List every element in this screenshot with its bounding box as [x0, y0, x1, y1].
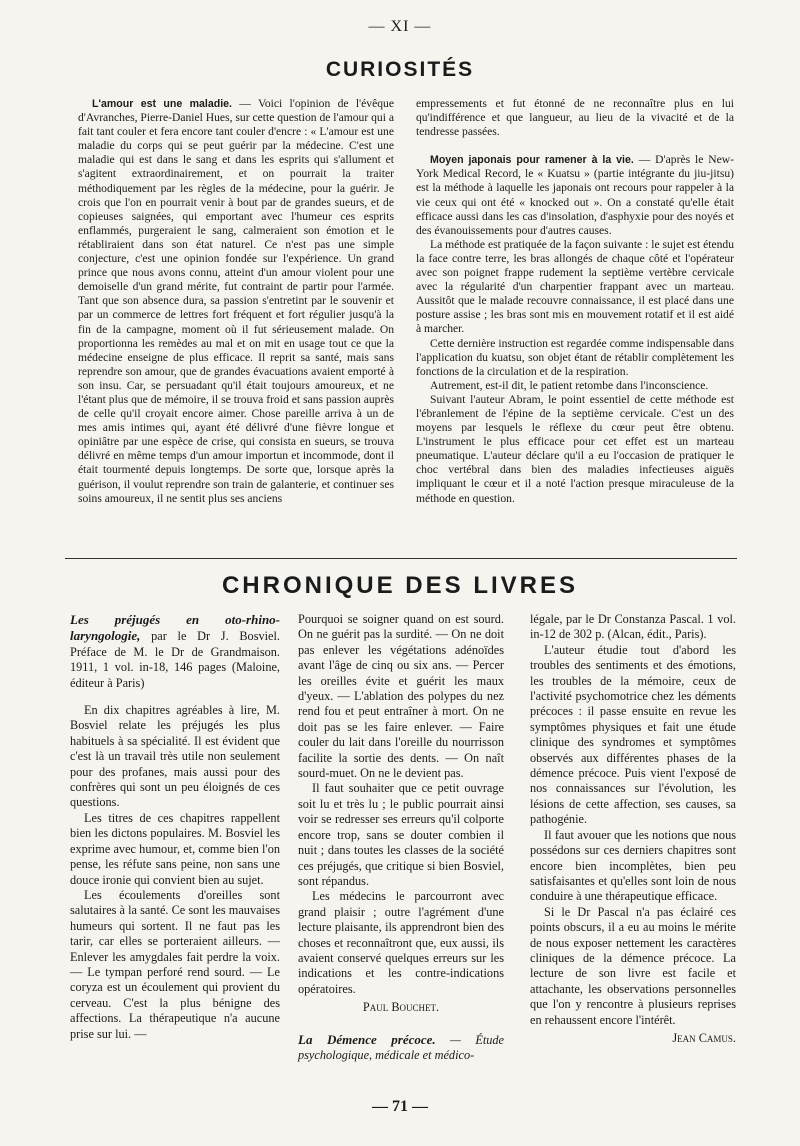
- book-reference: [70, 612, 280, 691]
- spacer: [70, 691, 280, 703]
- paragraph: Suivant l'auteur Abram, le point essentiel de cette méthode est l'ébranlement de l'épine de la septième cervicale. C'est un des moyens par lesquels le réflexe du cœur peut être obtenu. L'instrument le plus efficace pour cet effet est un marteau pneumatique. L'auteur déclare qu'il a eu l'occasion de pratiquer le choc vertébral dans bien des maladies infectieuses aiguës impliquant le cœur et il a noté l'action presque miraculeuse de la méthode en question.: [416, 392, 734, 505]
- paragraph: La méthode est pratiquée de la façon suivante : le sujet est étendu la face contre terre, les bras allongés de chaque côté et l'opérateur avec son poignet frappe rudement la septième vertèbre cervicale avec la régularité d'un charpentier frappant avec un marteau. Aussitôt que le malade recouvre connaissance, il est placé dans une posture assise ; les bras sont mis en mouvement rotatif et il est aidé à marcher.: [416, 237, 734, 336]
- book-ref-continued: légale, par le Dr Constanza Pascal. 1 vol. in-12 de 302 p. (Alcan, édit., Paris).: [530, 612, 736, 642]
- paragraph: Pourquoi se soigner quand on est sourd. On ne guérit pas la surdité. — On ne doit pas enlever les végétations adénoïdes avant l'âge de cinq ou six ans. — Percer les oreilles évite et guérit les maux d'yeux. — L'ablation des polypes du nez rend fou et peut entraîner à mort. On ne doit pas se les faire enlever. — Faire couler du lait dans l'oreille du nourrisson facilite la sortie des dents. — On naît sourd-muet. On ne le devient pas.: [298, 612, 504, 781]
- paragraph: Autrement, est-il dit, le patient retombe dans l'inconscience.: [430, 378, 709, 392]
- chronique-column-middle: [298, 612, 504, 1063]
- signature-bouchet: Paul Bouchet.: [362, 1000, 440, 1015]
- curiosites-column-left: [78, 97, 394, 506]
- paragraph: Il faut souhaiter que ce petit ouvrage soit lu et très lu ; le public pourrait ainsi voir se redresser ses erreurs qu'il colporte encore trop, sans se douter combien il nuit ; dans toutes les classes de la société ces préjugés, que critique si bien Bosviel, sont répandus.: [298, 781, 504, 888]
- article-amour: [78, 97, 394, 506]
- section-title-chronique: CHRONIQUE DES LIVRES: [221, 572, 579, 599]
- book-ref: — Étude psychologique, médicale et médico-: [298, 1032, 504, 1062]
- section-divider: [65, 558, 737, 559]
- paragraph: Les médecins le parcourront avec grand plaisir ; outre l'agrément d'une lecture plaisante, ils apprendront bien des choses et reconnaîtront que, eux aussi, ils avaient conservé quelques erreurs sur les indications et les contre-indications opératoires.: [298, 889, 504, 996]
- article-lead: Moyen japonais pour ramener à la vie.: [430, 154, 634, 167]
- paragraph: Cette dernière instruction est regardée comme indispensable dans l'application du kuatsu, son objet étant de rétablir complètement les fonctions de la circulation et de la respiration.: [416, 336, 734, 378]
- curiosites-column-right: [416, 97, 734, 506]
- book-reference: [298, 1032, 504, 1064]
- paragraph: Si le Dr Pascal n'a pas éclairé ces points obscurs, il a eu au moins le mérite de nous exposer nettement les caractères cliniques de la démence précoce. La lecture de son livre est facile et attachante, les observations personnelles que l'on y rencontre à plusieurs reprises en rehaussent encore l'intérêt.: [530, 904, 736, 1027]
- book-title: Les préjugés en oto-rhino-laryngologie,: [70, 612, 280, 644]
- page-number: — 71 —: [372, 1098, 428, 1115]
- chronique-column-left: [70, 612, 280, 1042]
- chronique-column-right: [530, 612, 736, 1046]
- page-header-roman: — XI —: [368, 18, 432, 35]
- paragraph: Les écoulements d'oreilles sont salutaires à la santé. Ce sont les mauvaises humeurs qui sortent. Il ne faut pas les tarir, car elles se porteraient ailleurs. — Enlever les amygdales fait perdre la voix. — Le tympan perforé rend sourd. — Le coryza est un écoulement qui provient du cerveau. C'est la plus bénigne des affections. La thérapeutique n'a aucune prise sur lui. —: [70, 887, 280, 1041]
- paragraph: En dix chapitres agréables à lire, M. Bosviel relate les préjugés les plus habituels à sa spécialité. Il est évident que c'est là un travail très utile non seulement pour des profanes, mais aussi pour des confrères qui sont un peu éloignés de ces questions.: [70, 703, 280, 810]
- article-text: — Voici l'opinion de l'évêque d'Avranches, Pierre-Daniel Hues, sur cette question de l'amour qui a fait tant couler et fera encore tant couler d'encre : « L'amour est une maladie du corps qui se peut guérir par la médecine. C'est une maladie qui est dans le sang et dans les esprits qui s'allument et s'agitent extraordinairement, et on pourrait la traiter méthodiquement par les règles de la médecine, pour la guérir. Je crois que l'on en pourrait venir à bout par de grandes sueurs, et de copieuses saignées, qui emportant avec l'humeur ces esprits enflammés, purgeraient le sang, calmeraient son émotion et le rétabliraient dans son état naturel. Ce n'est pas une simple conjecture, c'est une opinion fondée sur l'expérience. Un grand prince que nous avons connu, atteint d'un amour violent pour une demoiselle d'un grand mérite, fut contraint de partir pour l'armée. Tant que son absence dura, sa passion s'entretint par le souvenir et par un commerce de lettres fort fréquent et fort régulier jusqu'à la fin de la campagne, moment où il fut sérieusement malade. On proportionna les remèdes au mal et on mit en usage tout ce que la médecine enseigne de plus efficace. Il reprit sa santé, mais sans reprendre son amour, que de grandes évacuations avaient emporté à son insu. Car, se persuadant qu'il était toujours amoureux, et ne l'étant plus que de mémoire, il se trouva froid et sans passion auprès de celle qu'il croyait encore aimer. Chose pareille arriva à un de mes amis intimes qui, ayant été délivré d'une fièvre longue et opiniâtre par une espèce de crise, qui consista en sueurs, se trouva délivré en même temps d'un amour importun et incommode, dont il était tourmenté depuis longtemps. De sorte que, lorsque après la guérison, il voulut reprendre son train de galanterie, et continuer ses soins amoureux, il ne sentit plus ses anciens: [78, 97, 394, 505]
- book-title: La Démence précoce.: [298, 1031, 436, 1047]
- paragraph: L'auteur étudie tout d'abord les troubles des sentiments et des émotions, les troubles de la mémoire, ceux de l'activité psychomotrice chez les déments précoces : il passe ensuite en revue les symptômes physiques et fait une étude clinique des syndromes et symptômes observés aux différentes phases de la démence précoce. Puis vient l'exposé de nos connaissances sur l'évolution, les lésions de cette affection, ses causes, sa pathogénie.: [530, 642, 736, 827]
- paragraph: Il faut avouer que les notions que nous possédons sur ces derniers chapitres sont encore bien incomplètes, bien peu satisfaisantes et qu'elles sont loin de nous conduire à une thérapeutique efficace.: [530, 827, 736, 904]
- signature-camus: Jean Camus.: [672, 1030, 736, 1045]
- article-japonais: [416, 153, 734, 238]
- paragraph: Les titres de ces chapitres rappellent bien les dictons populaires. M. Bosviel les exprime avec humour, et, comme bien l'on pense, les réfute sans peine, non sans une douce ironie qui convient bien au sujet.: [70, 810, 280, 887]
- article-text: — D'après le New-York Medical Record, le « Kuatsu » (partie intégrante du jiu-jitsu) est la méthode à laquelle les japonais ont recours pour rappeler à la vie ceux qui ont été « knocked out ». On a constaté qu'elle était efficace aussi dans les cas d'insolation, d'asphyxie pour des noyés et des évanouissements pour d'autres causes.: [416, 153, 734, 237]
- section-title-curiosites: CURIOSITÉS: [325, 58, 475, 81]
- article-amour-continued: empressements et fut étonné de ne reconnaître plus en lui qu'indifférence et que langueur, au lieu de la vivacité et de la tendresse passées.: [416, 97, 734, 139]
- book-ref: par le Dr J. Bosviel. Préface de M. le Dr de Grandmaison. 1911, 1 vol. in-18, 146 pages (Maloine, éditeur à Paris): [70, 629, 280, 690]
- article-lead: L'amour est une maladie.: [92, 98, 232, 110]
